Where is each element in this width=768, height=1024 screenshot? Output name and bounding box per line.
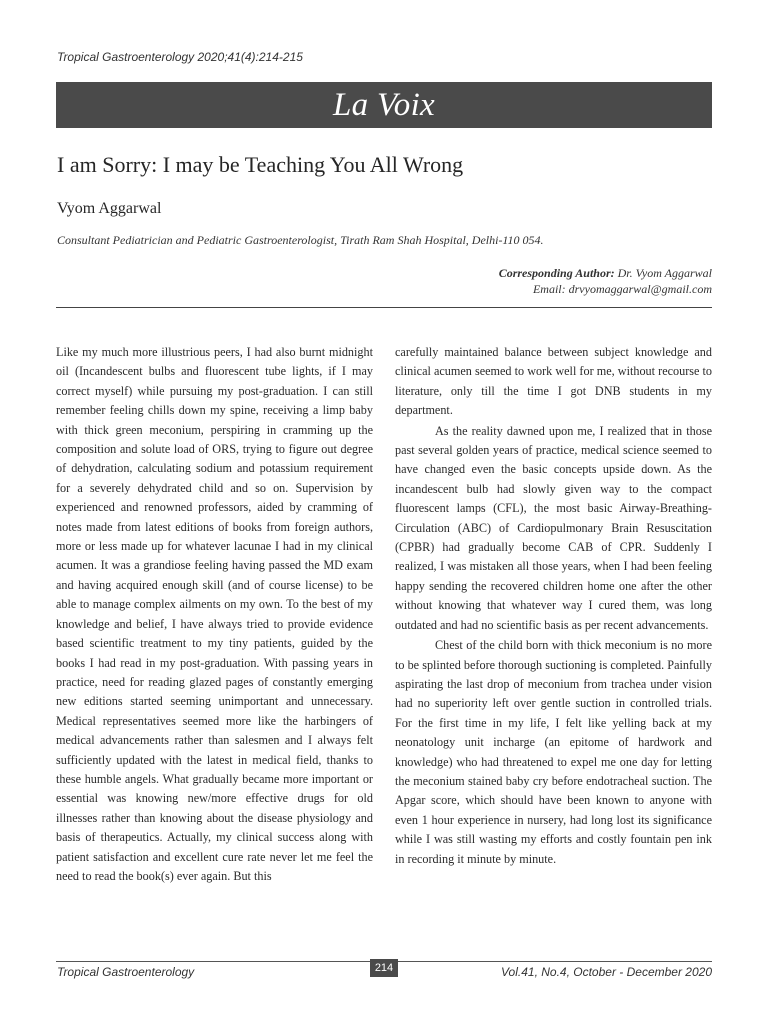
body-paragraph: Chest of the child born with thick meconium is no more to be splinted before thorough suctioning is completed. Painfully aspirating the last drop of meconium from trachea under vision had no superiority left over gentle suction in controlled trials. For the first time in my life, I felt like yelling back at my neonatology unit incharge (an epitome of hardwork and knowledge) who had threatened to expel me one day for letting the meconium stained baby cry before endotracheal suction. The Apgar score, which should have been known to anyone with even 1 hour experience in nursery, had long lost its significance while I was still wasting my efforts and costly fountain pen ink in recording it minute by minute.: [395, 638, 712, 866]
corresponding-author-label: Corresponding Author:: [498, 266, 615, 280]
body-column-right: [395, 343, 712, 869]
section-banner: [56, 82, 712, 128]
body-paragraph: carefully maintained balance between subject knowledge and clinical acumen seemed to work well for me, without recourse to literature, only till the time I got DNB students in my department.: [395, 345, 712, 418]
footer-journal: Tropical Gastroenterology: [57, 965, 195, 979]
author-affiliation: Consultant Pediatrician and Pediatric Gastroenterologist, Tirath Ram Shah Hospital, Delhi-110 054.: [57, 233, 544, 247]
corresponding-author-block: [499, 265, 712, 297]
corresponding-author-name: Dr. Vyom Aggarwal: [617, 266, 712, 280]
body-paragraph: Like my much more illustrious peers, I had also burnt midnight oil (Incandescent bulbs and fluorescent tube lights, if I may correct myself) while pursuing my post-graduation. I can still remember feeling chills down my spine, receiving a limp baby with thick green meconium, perspiring in cramming up the composition and solute load of ORS, trying to figure out degree of dehydration, calculating sodium and potassium requirement for a severely dehydrated child and so on. Supervision by experienced and renowned professors, aided by cramming of notes made from latest editions of books from foreign authors, more or less made up for whatever lacunae I had in my clinical acumen. It was a grandiose feeling having passed the MD exam and having acquired enough skill (and of course license) to be able to manage complex ailments on my own. To the best of my knowledge and belief, I have always tried to provide evidence based scientific treatment to my tiny patients, guided by the books I had read in my post-graduation. With passing years in practice, need for reading glazed pages of constantly emerging new editions started seeming unimportant and unnecessary. Medical representatives seemed more like the harbingers of medical advancements rather than salesmen and I always felt sufficiently updated with the latest in medical field, thanks to these humble angels. What gradually became more important or essential was knowing new/more effective drugs for old illnesses rather than knowing about the disease physiology and basis of therapeutics. Actually, my clinical success along with patient satisfaction and excellent cure rate never let me feel the need to read the book(s) ever again. But this: [56, 345, 373, 883]
header-divider: [56, 307, 712, 308]
body-paragraph: As the reality dawned upon me, I realized that in those past several golden years of practice, medical science seemed to have changed even the basic concepts upside down. As the incandescent bulb had slowly given way to the compact fluorescent lamps (CFL), the most basic Airway-Breathing-Circulation (ABC) of Cardiopulmonary Brain Resuscitation (CPBR) had gradually become CAB of CPR. Suddenly I realized, I was mistaken all those years, when I had been feeling happy sending the recovered children home one after the other without knowing that whatever way I cured them, was long outdated and had no scientific basis as per recent advancements.: [395, 423, 712, 632]
corresponding-author-email: Email: drvyomaggarwal@gmail.com: [532, 282, 712, 296]
article-title: I am Sorry: I may be Teaching You All Wrong: [57, 152, 464, 177]
journal-reference: Tropical Gastroenterology 2020;41(4):214-215: [57, 50, 303, 64]
author-name: Vyom Aggarwal: [57, 200, 162, 217]
page-number: 214: [370, 959, 398, 977]
footer-volume: Vol.41, No.4, October - December 2020: [501, 965, 712, 979]
body-column-left: [56, 343, 373, 886]
section-title: La Voix: [332, 86, 436, 123]
